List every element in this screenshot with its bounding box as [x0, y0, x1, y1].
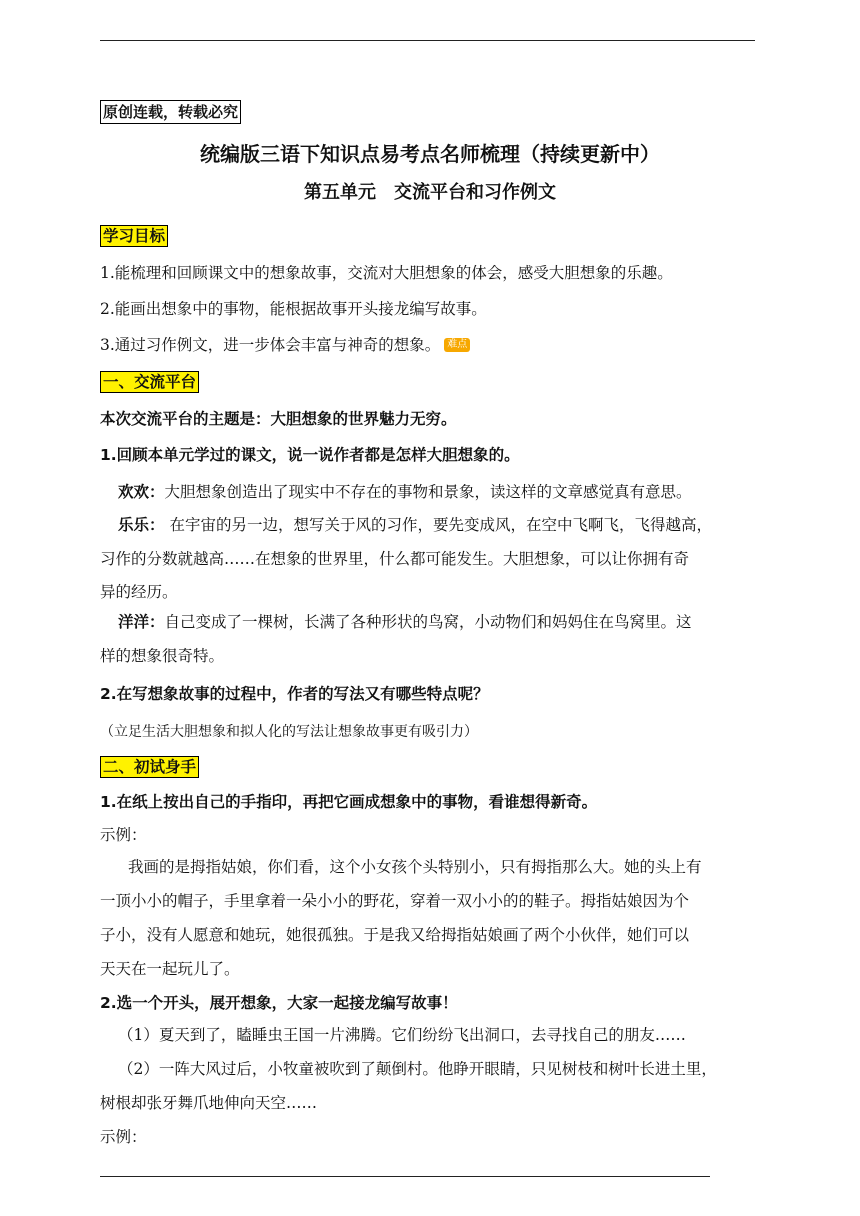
- section2-task1: 1.在纸上按出自己的手指印，再把它画成想象中的事物，看谁想得新奇。: [100, 793, 598, 811]
- section1-question1: 1.回顾本单元学过的课文，说一说作者都是怎样大胆想象的。: [100, 446, 520, 464]
- story-option-2-cont: 树根却张牙舞爪地伸向天空……: [100, 1094, 318, 1112]
- speaker-name: 欢欢：: [118, 483, 165, 501]
- speaker-text: 自己变成了一棵树，长满了各种形状的鸟窝，小动物们和妈妈住在鸟窝里。这: [164, 613, 692, 631]
- huanhuan-line: [100, 475, 783, 509]
- speaker-name: 乐乐：: [118, 516, 165, 534]
- header-rule: [100, 40, 755, 41]
- goals-heading: 学习目标: [100, 225, 168, 247]
- lele-text-cont: 异的经历。: [100, 583, 178, 601]
- example-text: 天天在一起玩儿了。: [100, 960, 240, 978]
- speaker-text: 大胆想象创造出了现实中不存在的事物和景象，读这样的文章感觉真有意思。: [164, 483, 692, 501]
- goal-item: 2.能画出想象中的事物，能根据故事开头接龙编写故事。: [100, 300, 487, 318]
- speaker-name: 洋洋：: [118, 613, 165, 631]
- lele-line: [100, 508, 783, 542]
- section1-theme: 本次交流平台的主题是：大胆想象的世界魅力无穷。: [100, 410, 457, 428]
- yangyang-text-cont: 样的想象很奇特。: [100, 647, 225, 665]
- example-text: 子小，没有人愿意和她玩，她很孤独。于是我又给拇指姑娘画了两个小伙伴，她们可以: [100, 926, 690, 944]
- section2-heading: 二、初试身手: [100, 756, 199, 778]
- example-text: 一顶小小的帽子，手里拿着一朵小小的野花，穿着一双小小的的鞋子。拇指姑娘因为个: [100, 892, 690, 910]
- example-text: 我画的是拇指姑娘，你们看，这个小女孩个头特别小，只有拇指那么大。她的头上有: [128, 858, 702, 876]
- difficulty-badge: 难点: [444, 338, 470, 352]
- goal-item-3: [100, 328, 765, 362]
- goal-item: 1.能梳理和回顾课文中的想象故事，交流对大胆想象的体会，感受大胆想象的乐趣。: [100, 264, 673, 282]
- section1-question2: 2.在写想象故事的过程中，作者的写法又有哪些特点呢？: [100, 685, 489, 703]
- question2-answer: （立足生活大胆想象和拟人化的写法让想象故事更有吸引力）: [100, 724, 478, 740]
- section2-task2: 2.选一个开头，展开想象，大家一起接龙编写故事！: [100, 994, 458, 1012]
- footer-rule: [100, 1176, 710, 1177]
- speaker-text: 在宇宙的另一边，想写关于风的习作，要先变成风，在空中飞啊飞，飞得越高，: [164, 516, 712, 534]
- yangyang-line: [100, 605, 783, 639]
- lele-text-cont: 习作的分数就越高……在想象的世界里，什么都可能发生。大胆想象，可以让你拥有奇: [100, 550, 690, 568]
- page-subtitle: 第五单元 交流平台和习作例文: [304, 182, 556, 203]
- section1-heading: 一、交流平台: [100, 371, 199, 393]
- page-title: 统编版三语下知识点易考点名师梳理（持续更新中）: [200, 142, 660, 166]
- story-option-1: （1）夏天到了，瞌睡虫王国一片沸腾。它们纷纷飞出洞口，去寻找自己的朋友……: [118, 1026, 686, 1044]
- example-label: 示例：: [100, 826, 147, 844]
- copyright-notice: 原创连载，转载必究: [100, 100, 241, 124]
- example-label: 示例：: [100, 1128, 147, 1146]
- story-option-2: （2）一阵大风过后，小牧童被吹到了颠倒村。他睁开眼睛，只见树枝和树叶长进土里，: [118, 1060, 717, 1078]
- goal-item: 3.通过习作例文，进一步体会丰富与神奇的想象。: [100, 336, 441, 354]
